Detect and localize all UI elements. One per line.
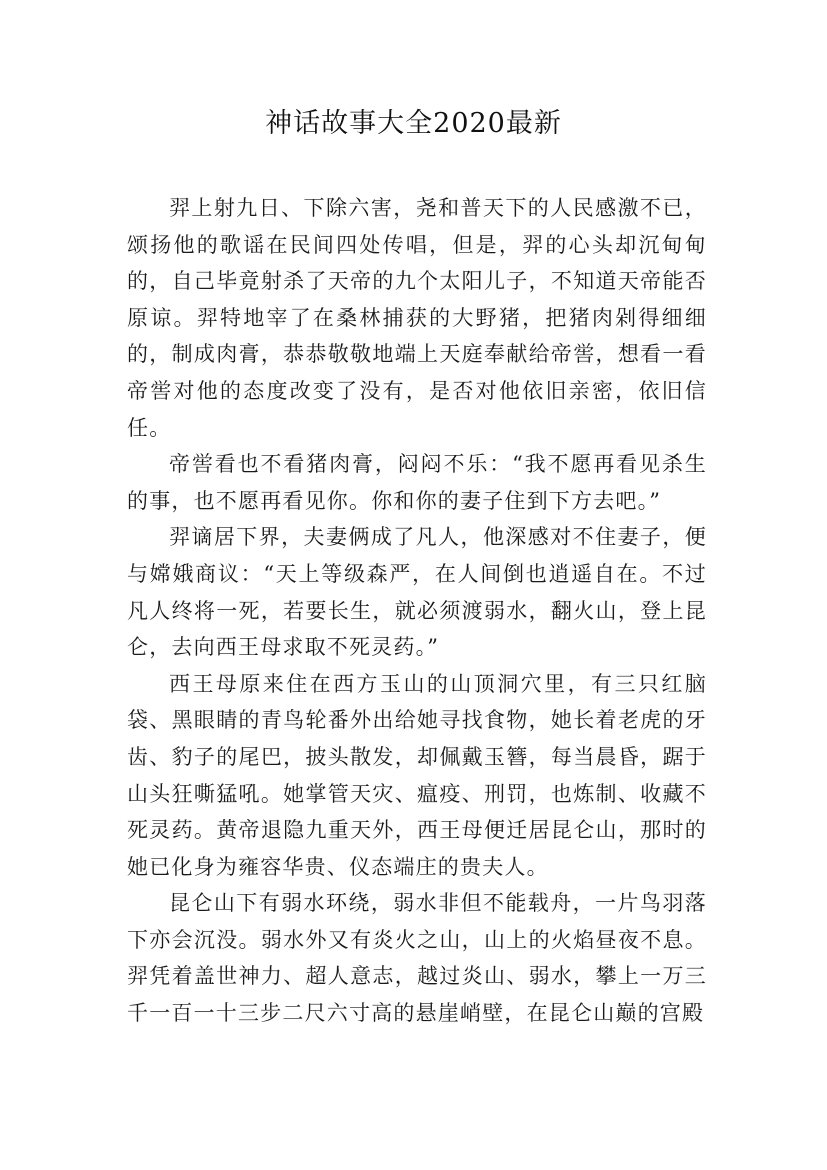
- document-body: [127, 190, 707, 1032]
- document-title: 神话故事大全2020最新: [265, 108, 562, 139]
- paragraph-5: 昆仑山下有弱水环绕，弱水非但不能载舟，一片鸟羽落下亦会沉没。弱水外又有炎火之山，山上的火焰昼夜不息。羿凭着盖世神力、超人意志，越过炎山、弱水，攀上一万三千一百一十三步二尺六寸高的悬崖峭壁，在昆仑山巅的宫殿: [127, 891, 707, 1026]
- paragraph-2: 帝喾看也不看猪肉膏，闷闷不乐：“我不愿再看见杀生的事，也不愿再看见你。你和你的妻子住到下方去吧。”: [127, 452, 707, 513]
- paragraph-1: 羿上射九日、下除六害，尧和普天下的人民感激不已，颂扬他的歌谣在民间四处传唱，但是，羿的心头却沉甸甸的，自己毕竟射杀了天帝的九个太阳儿子，不知道天帝能否原谅。羿特地宰了在桑林捕获的大野猪，把猪肉剁得细细的，制成肉膏，恭恭敬敬地端上天庭奉献给帝喾，想看一看帝喾对他的态度改变了没有，是否对他依旧亲密，依旧信任。: [127, 196, 707, 440]
- paragraph-3: 羿谪居下界，夫妻俩成了凡人，他深感对不住妻子，便与嫦娥商议：“天上等级森严，在人间倒也逍遥自在。不过凡人终将一死，若要长生，就必须渡弱水，翻火山，登上昆仑，去向西王母求取不死灵药。”: [127, 525, 707, 660]
- paragraph-4: 西王母原来住在西方玉山的山顶洞穴里，有三只红脑袋、黑眼睛的青鸟轮番外出给她寻找食物，她长着老虎的牙齿、豹子的尾巴，披头散发，却佩戴玉簪，每当晨昏，踞于山头狂嘶猛吼。她掌管天灾、瘟疫、刑罚，也炼制、收藏不死灵药。黄帝退隐九重天外，西王母便迁居昆仑山，那时的她已化身为雍容华贵、仪态端庄的贵夫人。: [127, 671, 707, 879]
